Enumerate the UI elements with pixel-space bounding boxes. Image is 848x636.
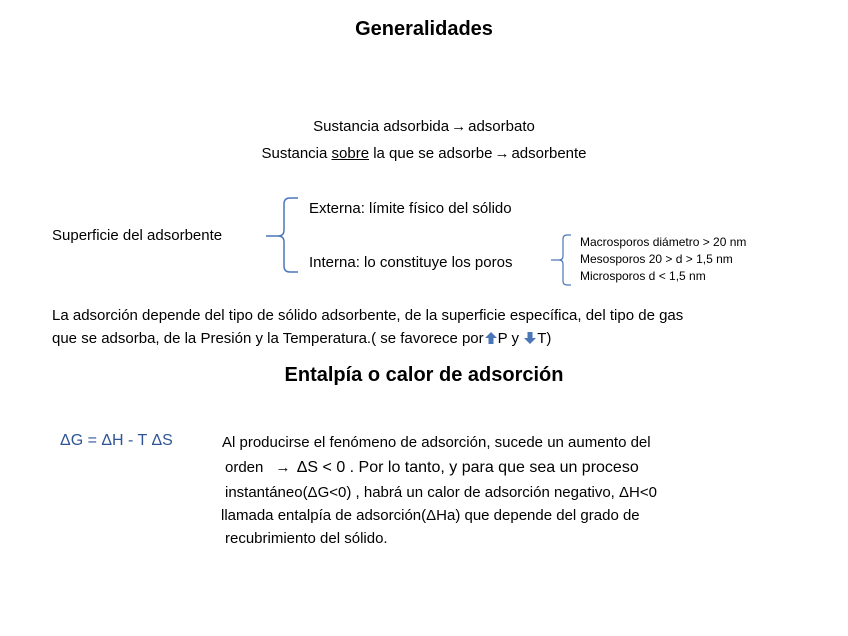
- temperature-label: T): [537, 330, 552, 347]
- right-arrow-icon: →: [494, 145, 510, 162]
- right-arrow-icon: →: [275, 459, 291, 476]
- definition-adsorbent-term-b: la que se adsorbe: [369, 145, 493, 162]
- right-arrow-icon: →: [451, 118, 467, 135]
- definition-adsorbent-term-a: Sustancia: [261, 145, 332, 162]
- enthalpy-order: orden: [225, 459, 264, 476]
- adsorption-text-line2: [52, 330, 551, 347]
- pore-meso: Mesosporos 20 > d > 1,5 nm: [580, 252, 733, 266]
- pore-micro: Microsporos d < 1,5 nm: [580, 269, 706, 283]
- pore-macro: Macrosporos diámetro > 20 nm: [580, 235, 747, 249]
- section-subtitle: Entalpía o calor de adsorción: [284, 364, 564, 386]
- enthalpy-line-4: llamada entalpía de adsorción(ΔHa) que depende del grado de: [221, 507, 640, 524]
- pores-brace-icon: [549, 233, 573, 287]
- slide-title: Generalidades: [355, 18, 493, 40]
- surface-label: Superficie del adsorbente: [52, 227, 223, 244]
- definition-adsorbent-value: adsorbente: [511, 145, 587, 162]
- enthalpy-line-3: instantáneo(ΔG<0) , habrá un calor de adsorción negativo, ΔH<0: [225, 484, 657, 501]
- adsorption-line2-text: que se adsorba, de la Presión y la Temperatura.( se favorece por: [52, 330, 484, 347]
- adsorption-text-line1: La adsorción depende del tipo de sólido adsorbente, de la superficie específica, del tipo de gas: [52, 307, 684, 324]
- enthalpy-delta-s: ΔS < 0 . Por lo tanto, y para que sea un proceso: [296, 459, 639, 476]
- surface-external: Externa: límite físico del sólido: [309, 200, 512, 217]
- gibbs-equation: ΔG = ΔH - T ΔS: [60, 432, 173, 449]
- definition-adsorbent-underlined: sobre: [331, 145, 370, 162]
- down-arrow-icon: [523, 331, 537, 345]
- surface-brace-icon: [262, 196, 302, 276]
- definition-adsorbate: [0, 118, 848, 135]
- up-arrow-icon: [484, 331, 498, 345]
- enthalpy-line-5: recubrimiento del sólido.: [225, 530, 388, 547]
- pressure-label: P y: [497, 330, 520, 347]
- definition-adsorbent: [0, 145, 848, 162]
- definition-adsorbate-term: Sustancia adsorbida: [313, 118, 450, 135]
- enthalpy-line-1: Al producirse el fenómeno de adsorción, sucede un aumento del: [222, 434, 651, 451]
- surface-internal: Interna: lo constituye los poros: [309, 254, 513, 271]
- definition-adsorbate-value: adsorbato: [468, 118, 535, 135]
- enthalpy-line-2: [225, 456, 639, 480]
